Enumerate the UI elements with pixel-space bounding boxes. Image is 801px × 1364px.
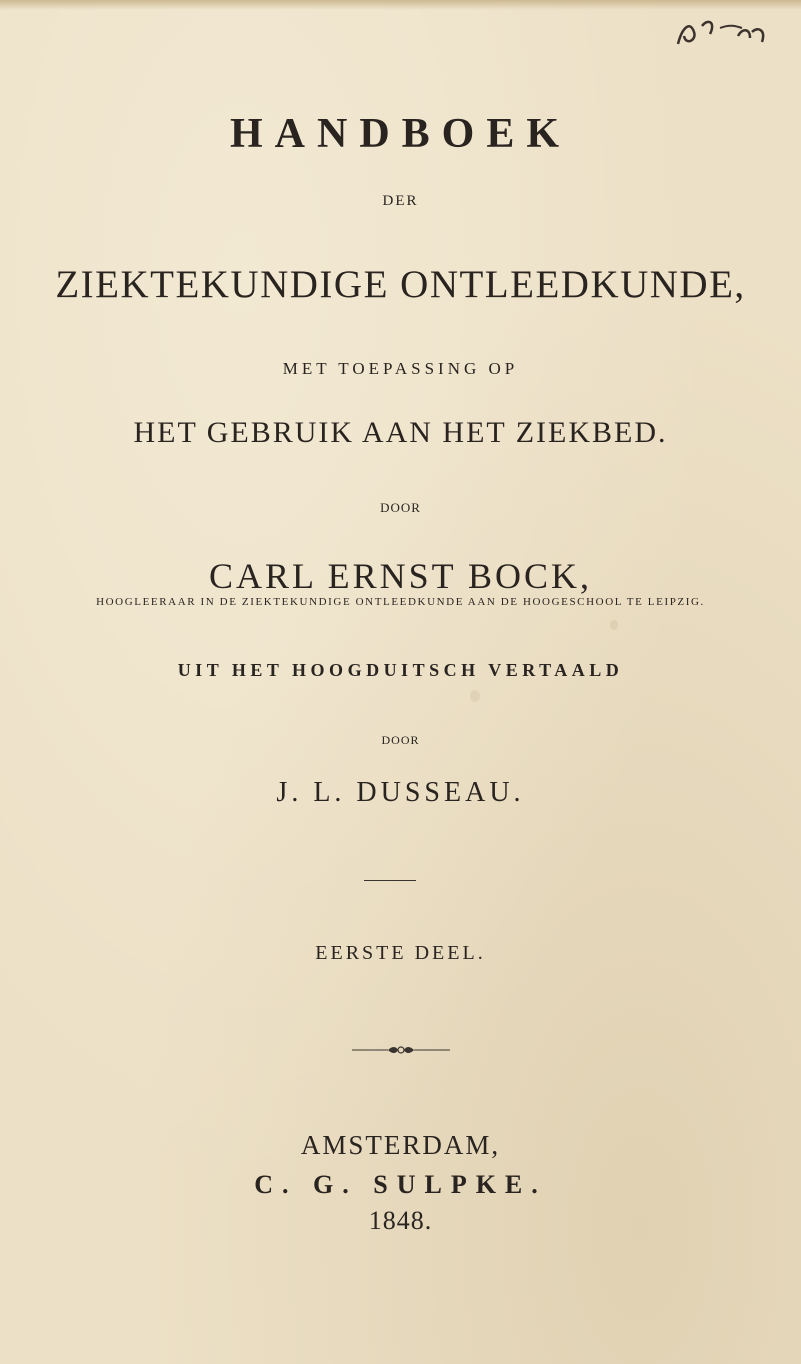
author-title: HOOGLEERAAR IN DE ZIEKTEKUNDIGE ONTLEEDKUNDE AAN DE HOOGESCHOOL TE LEIPZIG. (96, 596, 705, 608)
paper-stain (610, 620, 618, 630)
book-title: HANDBOEK (229, 111, 572, 157)
title-connector: DER (382, 193, 419, 209)
paper-stain (470, 690, 480, 702)
book-subject: ZIEKTEKUNDIGE ONTLEEDKUNDE, (55, 263, 746, 306)
publication-city: AMSTERDAM, (300, 1130, 501, 1160)
publisher-name: C. G. SULPKE. (254, 1170, 547, 1199)
by-label: DOOR (380, 500, 421, 515)
translator-name: J. L. DUSSEAU. (276, 777, 525, 808)
ornamental-divider (352, 1044, 450, 1056)
translator-by-label: DOOR (381, 733, 420, 747)
subtitle: HET GEBRUIK AAN HET ZIEKBED. (133, 416, 668, 449)
author-name: CARL ERNST BOCK, (208, 556, 593, 596)
publication-year: 1848. (368, 1206, 433, 1235)
volume-label: EERSTE DEEL. (315, 942, 486, 964)
handwritten-annotation (672, 6, 772, 52)
subtitle-intro: MET TOEPASSING OP (282, 359, 519, 378)
translation-note: UIT HET HOOGDUITSCH VERTAALD (177, 660, 624, 680)
divider-rule (364, 880, 416, 881)
